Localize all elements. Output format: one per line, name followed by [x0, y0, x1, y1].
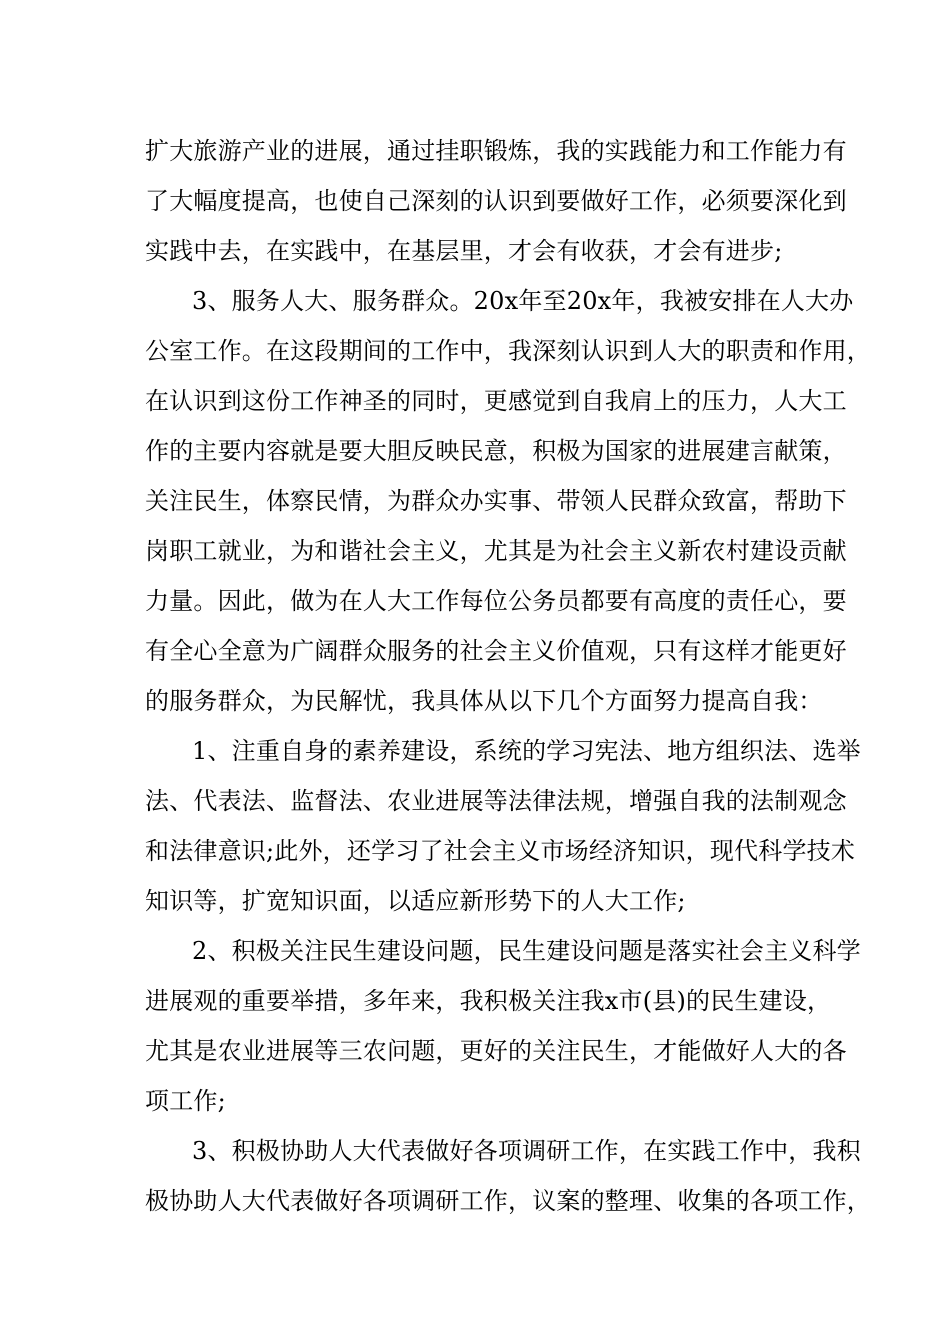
- text-line: 公室工作。在这段期间的工作中，我深刻认识到人大的职责和作用，: [145, 337, 871, 365]
- paragraph-start-line: 3、积极协助人大代表做好各项调研工作，在实践工作中，我积: [192, 1137, 861, 1165]
- text-line: 力量。因此，做为在人大工作每位公务员都要有高度的责任心，要: [145, 587, 847, 615]
- document-body: [145, 126, 871, 1226]
- text-line: 了大幅度提高，也使自己深刻的认识到要做好工作，必须要深化到: [145, 187, 847, 215]
- text-line: 项工作;: [145, 1087, 226, 1115]
- text-line: 实践中去，在实践中，在基层里，才会有收获，才会有进步;: [145, 237, 783, 265]
- text-line: 扩大旅游产业的进展，通过挂职锻炼，我的实践能力和工作能力有: [145, 137, 847, 165]
- text-line: 有全心全意为广阔群众服务的社会主义价值观，只有这样才能更好: [145, 637, 847, 665]
- text-line: 法、代表法、监督法、农业进展等法律法规，增强自我的法制观念: [145, 787, 847, 815]
- text-line: 和法律意识;此外，还学习了社会主义市场经济知识，现代科学技术: [145, 837, 856, 865]
- text-line: 知识等，扩宽知识面，以适应新形势下的人大工作;: [145, 887, 686, 915]
- text-line: 进展观的重要举措，多年来，我积极关注我x市(县)的民生建设，: [145, 987, 832, 1015]
- paragraph-start-line: 1、注重自身的素养建设，系统的学习宪法、地方组织法、选举: [192, 737, 861, 765]
- text-line: 岗职工就业，为和谐社会主义，尤其是为社会主义新农村建设贡献: [145, 537, 847, 565]
- paragraph-start-line: 2、积极关注民生建设问题，民生建设问题是落实社会主义科学: [192, 937, 861, 965]
- text-line: 关注民生，体察民情，为群众办实事、带领人民群众致富，帮助下: [145, 487, 847, 515]
- paragraph-start-line: 3、服务人大、服务群众。20x年至20x年，我被安排在人大办: [192, 287, 854, 315]
- text-line: 尤其是农业进展等三农问题，更好的关注民生，才能做好人大的各: [145, 1037, 847, 1065]
- text-line: 极协助人大代表做好各项调研工作，议案的整理、收集的各项工作，: [145, 1187, 871, 1215]
- text-line: 作的主要内容就是要大胆反映民意，积极为国家的进展建言献策，: [145, 437, 847, 465]
- text-line: 的服务群众，为民解忧，我具体从以下几个方面努力提高自我：: [145, 687, 823, 715]
- text-line: 在认识到这份工作神圣的同时，更感觉到自我肩上的压力，人大工: [145, 387, 847, 415]
